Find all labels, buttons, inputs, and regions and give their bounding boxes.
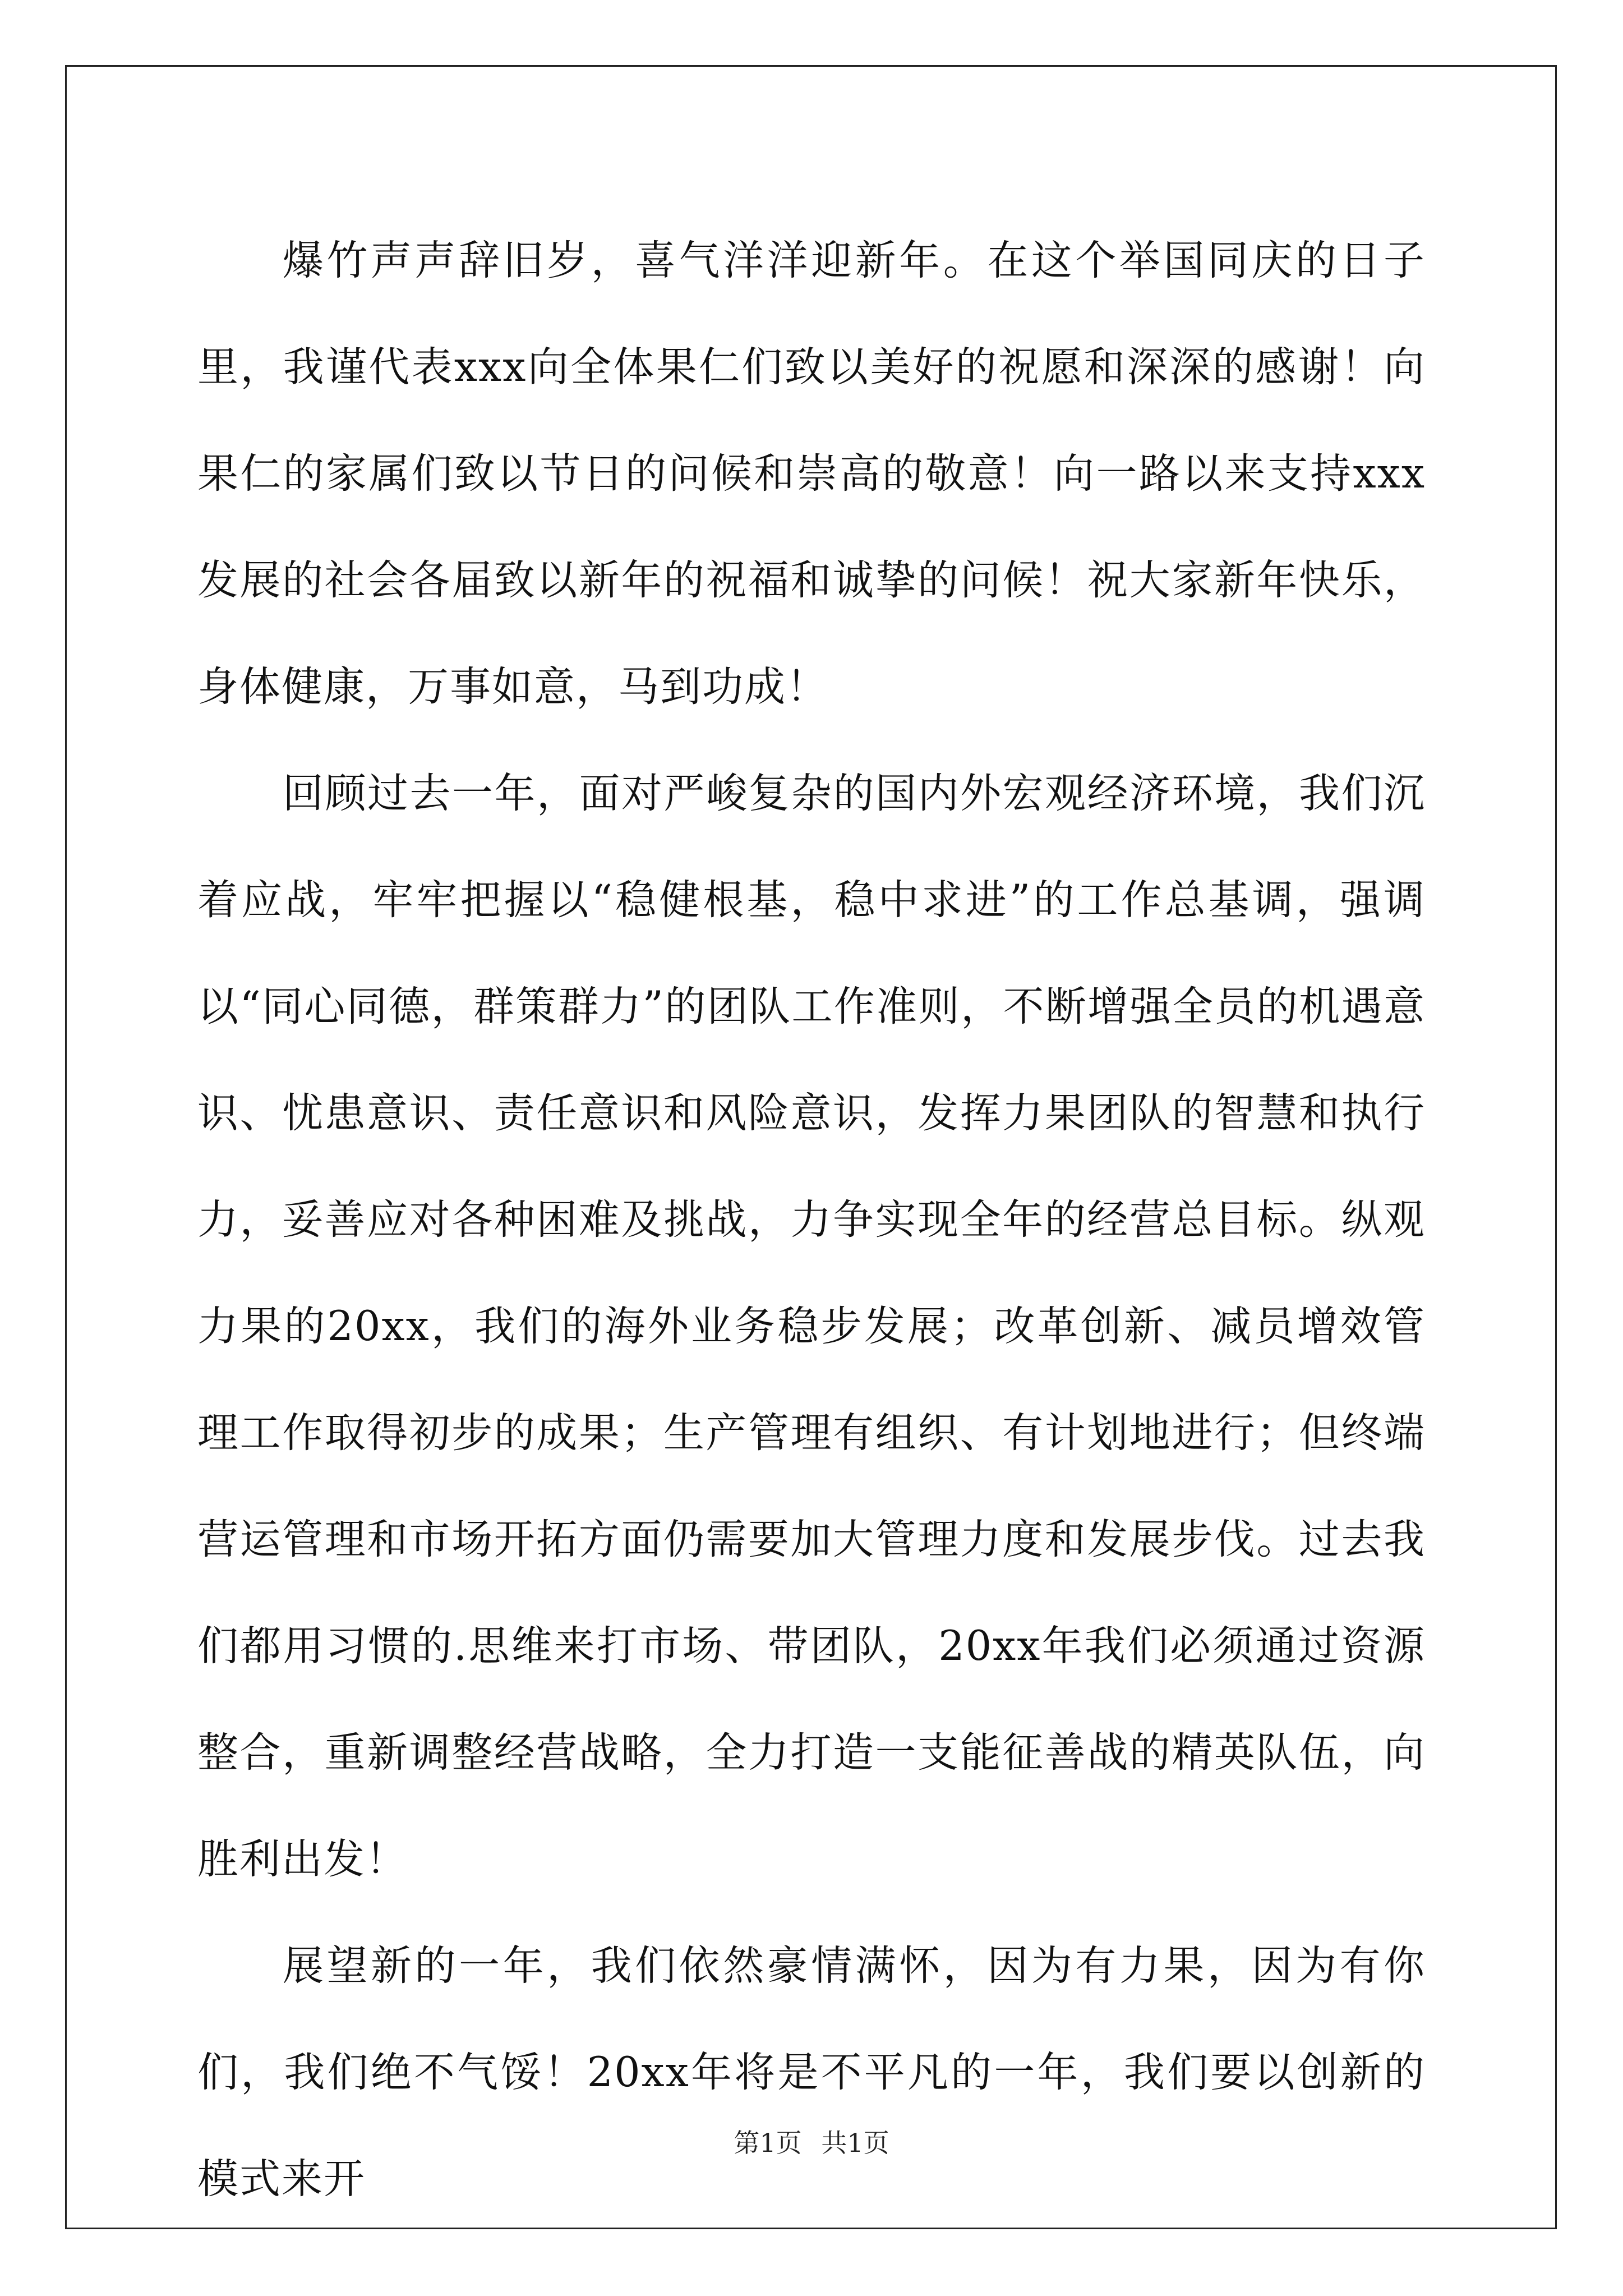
page-total: 共1页	[821, 2128, 889, 2158]
paragraph-greeting: 爆竹声声辞旧岁，喜气洋洋迎新年。在这个举国同庆的日子里，我谨代表xxx向全体果仁们致以美好的祝愿和深深的感谢！向果仁的家属们致以节日的问候和崇高的敬意！向一路以来支持xxx发展的社会各届致以新年的祝福和诚挚的问候！祝大家新年快乐，身体健康，万事如意，马到功成！	[197, 237, 1426, 711]
paragraph-outlook: 展望新的一年，我们依然豪情满怀，因为有力果，因为有你们，我们绝不气馁！20xx年将是不平凡的一年，我们要以创新的模式来开	[197, 1942, 1426, 2203]
page-footer	[0, 2126, 1623, 2160]
paragraph-review: 回顾过去一年，面对严峻复杂的国内外宏观经济环境，我们沉着应战，牢牢把握以“稳健根基，稳中求进”的工作总基调，强调以“同心同德，群策群力”的团队工作准则，不断增强全员的机遇意识、忧患意识、责任意识和风险意识，发挥力果团队的智慧和执行力，妥善应对各种困难及挑战，力争实现全年的经营总目标。纵观力果的20xx，我们的海外业务稳步发展；改革创新、减员增效管理工作取得初步的成果；生产管理有组织、有计划地进行；但终端营运管理和市场开拓方面仍需要加大管理力度和发展步伐。过去我们都用习惯的.思维来打市场、带团队，20xx年我们必须通过资源整合，重新调整经营战略，全力打造一支能征善战的精英队伍，向胜利出发！	[197, 770, 1426, 1883]
page-number: 第1页	[734, 2128, 802, 2158]
document-body	[197, 208, 1426, 2233]
